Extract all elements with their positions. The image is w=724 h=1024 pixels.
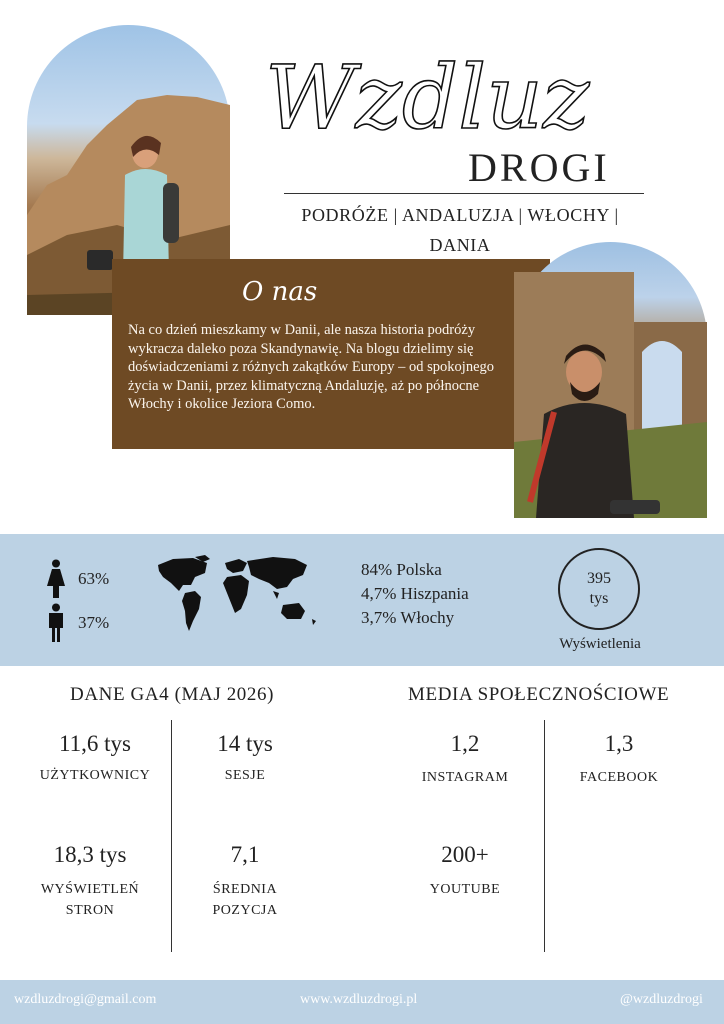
ga4-pageviews-label-line-2: STRON bbox=[65, 903, 115, 918]
ga4-position-label-line-2: POZYCJA bbox=[212, 903, 278, 918]
ga4-users-label: UŻYTKOWNICY bbox=[39, 768, 151, 783]
instagram-value: 1,2 bbox=[450, 731, 480, 756]
views-label: Wyświetlenia bbox=[559, 636, 641, 652]
footer-handle[interactable]: @wzdluzdrogi bbox=[620, 992, 703, 1007]
photo-man-bridge bbox=[514, 242, 707, 518]
title-divider bbox=[284, 193, 644, 194]
about-heading bbox=[238, 270, 328, 310]
ga4-position-value: 7,1 bbox=[230, 842, 260, 867]
country-italy: 3,7% Włochy bbox=[361, 608, 455, 627]
ga4-position-label-line-1: ŚREDNIA bbox=[212, 882, 278, 897]
footer-email[interactable]: wzdluzdrogi@gmail.com bbox=[14, 992, 157, 1007]
ga4-sessions-label: SESJE bbox=[224, 768, 266, 783]
man-photo-illustration bbox=[514, 242, 707, 518]
svg-text:O nas: O nas bbox=[242, 277, 318, 307]
views-value: 395 bbox=[587, 570, 611, 587]
ga4-pageviews-label bbox=[15, 879, 165, 921]
facebook-label: FACEBOOK bbox=[579, 770, 659, 785]
youtube-label: YOUTUBE bbox=[429, 882, 501, 897]
world-map-icon bbox=[155, 553, 320, 635]
female-icon bbox=[46, 559, 66, 599]
social-title: MEDIA SPOŁECZNOŚCIOWE bbox=[408, 684, 670, 705]
top-countries bbox=[361, 558, 469, 630]
male-icon bbox=[46, 603, 66, 643]
male-percent: 37% bbox=[78, 613, 110, 632]
tagline-line-1: PODRÓŻE | ANDALUZJA | WŁOCHY | bbox=[301, 205, 619, 225]
facebook-value: 1,3 bbox=[604, 731, 634, 756]
views-circle bbox=[558, 548, 640, 630]
ga4-users-value: 11,6 tys bbox=[59, 731, 131, 756]
about-text: Na co dzień mieszkamy w Danii, ale nasza historia podróży wykracza daleko poza Skandynawię. Na blogu dzielimy się doświadczeniami z różnych zakątków Europy – od spokojnego życia w Danii, przez klimatyczną Andaluzję, aż po północne Włochy i okolice Jeziora Como. bbox=[128, 322, 495, 412]
ga4-pageviews-label-line-1: WYŚWIETLEŃ bbox=[40, 882, 140, 897]
svg-text:Wzdluz: Wzdluz bbox=[265, 46, 590, 149]
title-word: DROGI bbox=[468, 145, 610, 190]
country-spain: 4,7% Hiszpania bbox=[361, 584, 469, 603]
views-unit: tys bbox=[589, 590, 609, 607]
instagram-label: INSTAGRAM bbox=[421, 770, 509, 785]
ga4-position-label bbox=[170, 879, 320, 921]
ga4-pageviews-value: 18,3 tys bbox=[53, 842, 127, 867]
country-poland: 84% Polska bbox=[361, 560, 442, 579]
female-percent: 63% bbox=[78, 569, 110, 588]
youtube-value: 200+ bbox=[441, 842, 489, 867]
footer-website[interactable]: www.wzdluzdrogi.pl bbox=[300, 992, 418, 1007]
tagline-line-2: DANIA bbox=[429, 235, 491, 255]
ga4-title: DANE GA4 (MAJ 2026) bbox=[70, 684, 275, 705]
ga4-sessions-value: 14 tys bbox=[217, 731, 273, 756]
